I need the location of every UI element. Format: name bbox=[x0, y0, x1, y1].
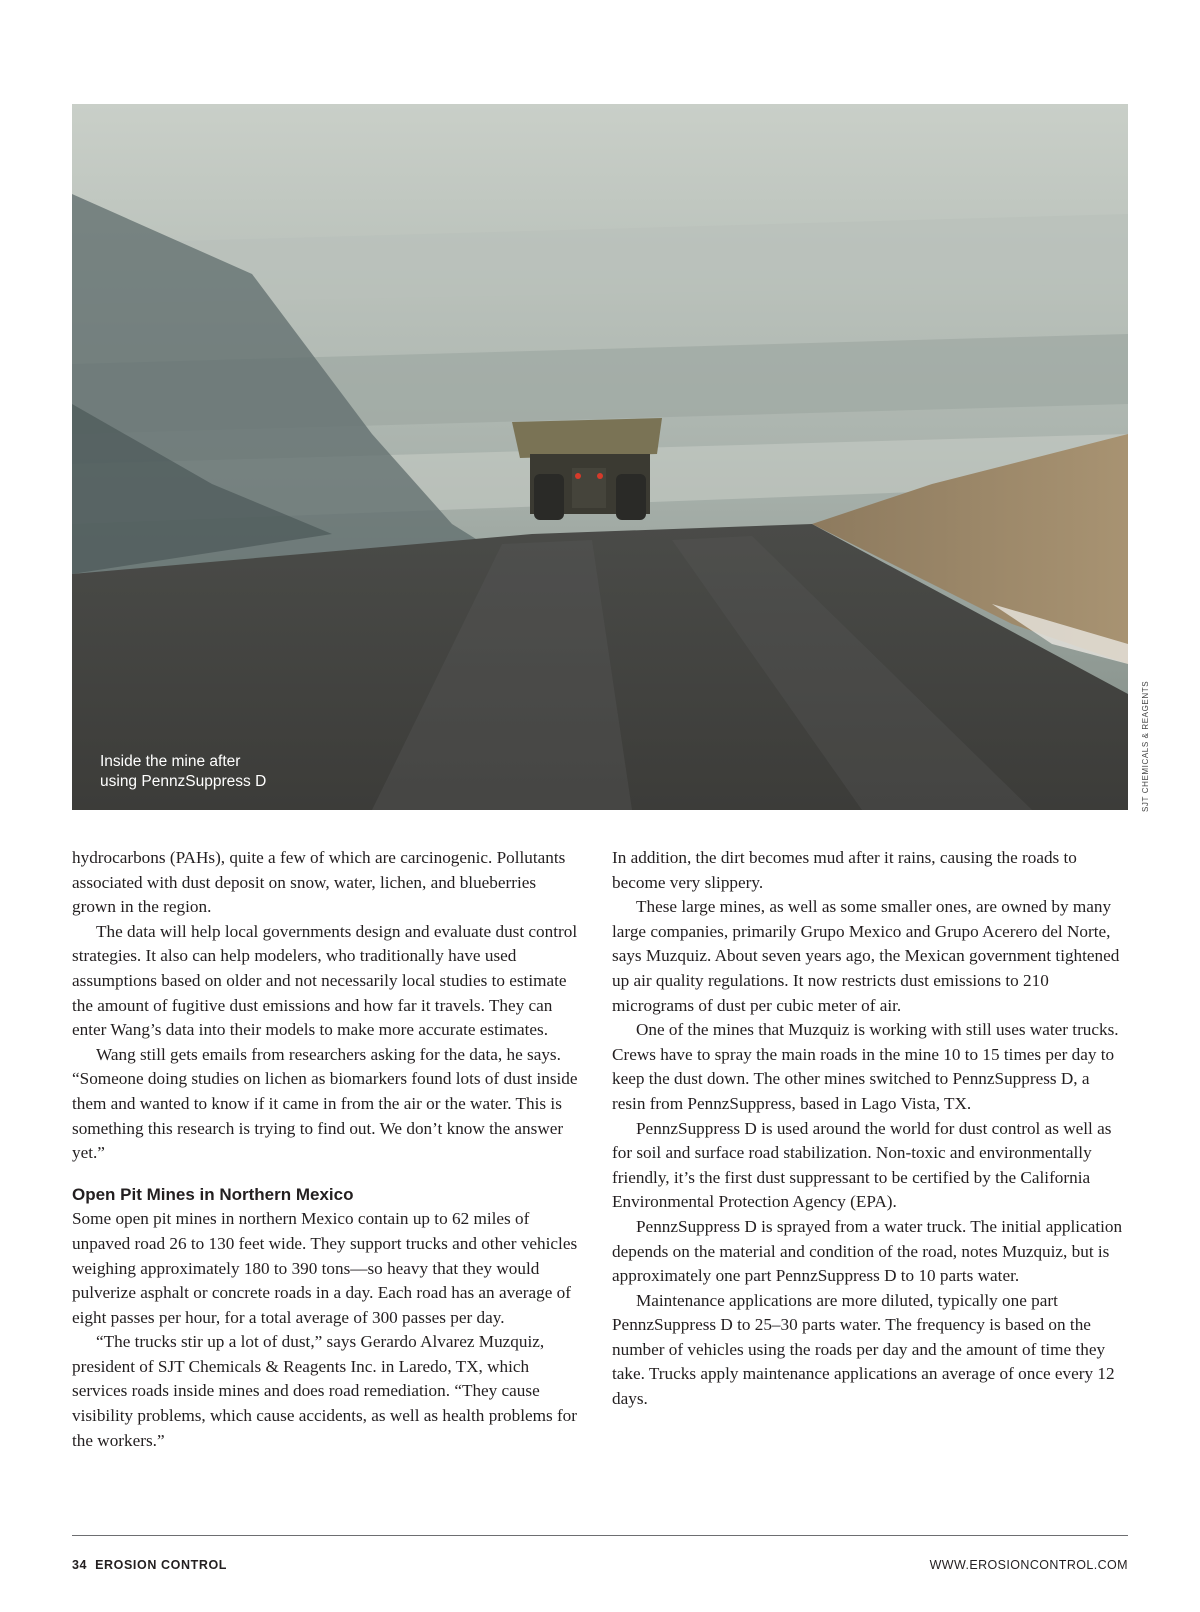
paragraph: hydrocarbons (PAHs), quite a few of which are carcinogenic. Pollutants associated with dust deposit on snow, water, lichen, and blueberries grown in the region. bbox=[72, 848, 566, 917]
magazine-name: EROSION CONTROL bbox=[95, 1558, 228, 1572]
haul-truck bbox=[512, 418, 662, 520]
paragraph: One of the mines that Muzquiz is working with still uses water trucks. Crews have to spray the main roads in the mine 10 to 15 times per day to keep the dust down. The other mines switched to PennzSuppress D, a resin from PennzSuppress, based in Lago Vista, TX. bbox=[612, 1020, 1119, 1113]
left-column bbox=[72, 846, 584, 1453]
caption-line-2: using PennzSuppress D bbox=[100, 773, 267, 790]
section-heading: Open Pit Mines in Northern Mexico bbox=[72, 1184, 354, 1204]
paragraph: In addition, the dirt becomes mud after it rains, causing the roads to become very slippery. bbox=[612, 848, 1077, 892]
paragraph: Some open pit mines in northern Mexico contain up to 62 miles of unpaved road 26 to 130 feet wide. They support trucks and other vehicles weighing approximately 180 to 390 tons—so heavy that they would pulverize asphalt or concrete roads in a day. Each road has an average of eight passes per hour, for a total average of 300 passes per day. bbox=[72, 1209, 578, 1327]
photo-caption bbox=[100, 752, 360, 792]
paragraph: “The trucks stir up a lot of dust,” says Gerardo Alvarez Muzquiz, president of SJT Chemicals & Reagents Inc. in Laredo, TX, which services roads inside mines and does road remediation. “They cause visibility problems, which cause accidents, as well as health problems for the workers.” bbox=[72, 1332, 577, 1450]
right-column bbox=[612, 846, 1124, 1412]
mine-road-photo bbox=[72, 104, 1128, 810]
caption-line-1: Inside the mine after bbox=[100, 753, 241, 770]
paragraph: PennzSuppress D is sprayed from a water truck. The initial application depends on the material and condition of the road, notes Muzquiz, but is approximately one part PennzSuppress D to 10 parts water. bbox=[612, 1216, 1123, 1286]
paragraph: Wang still gets emails from researchers asking for the data, he says. “Someone doing studies on lichen as biomarkers found lots of dust inside them and wanted to know if it came in from the air or the water. This is something this research is trying to find out. We don’t know the answer yet.” bbox=[72, 1044, 578, 1163]
mine-road-illustration bbox=[72, 104, 1128, 810]
paragraph: These large mines, as well as some smaller ones, are owned by many large companies, primarily Grupo Mexico and Grupo Acerero del Norte, says Muzquiz. About seven years ago, the Mexican government tightened up air quality regulations. It now restricts dust emissions to 210 micrograms of dust per cubic meter of air. bbox=[612, 897, 1120, 1015]
website-url: WWW.EROSIONCONTROL.COM bbox=[929, 1558, 1128, 1572]
paragraph: Maintenance applications are more diluted, typically one part PennzSuppress D to 25–30 parts water. The frequency is based on the number of vehicles using the roads per day and the amount of time they take. Trucks apply maintenance applications an average of once every 12 days. bbox=[612, 1290, 1115, 1409]
paragraph: The data will help local governments design and evaluate dust control strategies. It also can help modelers, who traditionally have used assumptions based on older and not necessarily local studies to estimate the amount of fugitive dust emissions and how far it travels. They can enter Wang’s data into their models to make more accurate estimates. bbox=[72, 921, 578, 1040]
footer-folio bbox=[72, 1558, 227, 1572]
footer-divider bbox=[72, 1535, 1128, 1536]
photo-credit: SJT CHEMICALS & REAGENTS bbox=[1141, 680, 1150, 812]
page-number: 34 bbox=[72, 1558, 88, 1572]
paragraph: PennzSuppress D is used around the world for dust control as well as for soil and surface road stabilization. Non-toxic and environmentally friendly, it’s the first dust suppressant to be certified by the California Environmental Protection Agency (EPA). bbox=[612, 1118, 1112, 1212]
